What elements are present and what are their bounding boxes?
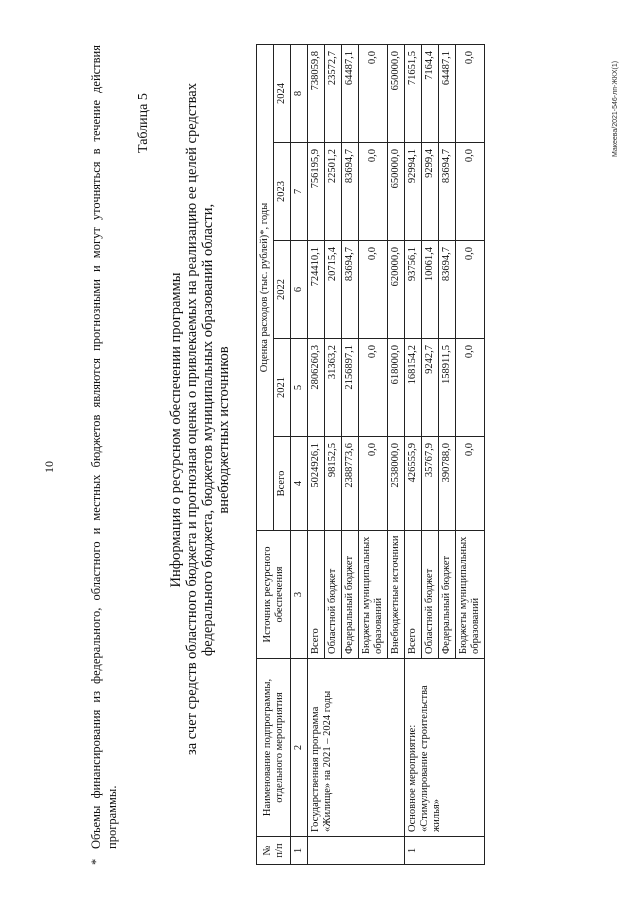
value-cell: 9299,4 (422, 143, 439, 241)
footnote (88, 45, 120, 865)
value-cell: 2538000,0 (388, 437, 405, 531)
value-cell: 168154,2 (405, 339, 422, 437)
value-cell: 650000,0 (388, 143, 405, 241)
value-cell: 618000,0 (388, 339, 405, 437)
value-cell: 64487,1 (439, 44, 456, 142)
header-year: 2023 (274, 143, 291, 241)
value-cell: 0,0 (359, 241, 388, 339)
source-cell: Федеральный бюджет (342, 531, 359, 659)
program-name: Государственная программа «Жилище» на 2021 – 2024 годы (308, 659, 405, 837)
document-stamp: Макеева/2021-546-лп-ЖКХ(1) (612, 60, 619, 157)
value-cell: 92994,1 (405, 143, 422, 241)
value-cell: 9242,7 (422, 339, 439, 437)
title-line: федерального бюджета, бюджетов муниципальных образований области, (200, 203, 216, 657)
table-label: Таблица 5 (136, 93, 151, 153)
value-cell: 93756,1 (405, 241, 422, 339)
source-cell: Всего (308, 531, 325, 659)
value-cell: 2156897,1 (342, 339, 359, 437)
table-row (308, 44, 325, 864)
value-cell: 390788,0 (439, 437, 456, 531)
value-cell: 98152,5 (325, 437, 342, 531)
header-source: Источник ресурсного обеспечения (257, 531, 291, 659)
value-cell: 650000,0 (388, 44, 405, 142)
index-cell: 6 (291, 241, 308, 339)
value-cell: 64487,1 (342, 44, 359, 142)
source-cell: Федеральный бюджет (439, 531, 456, 659)
value-cell: 0,0 (359, 339, 388, 437)
source-cell: Всего (405, 531, 422, 659)
index-cell: 8 (291, 44, 308, 142)
source-cell: Областной бюджет (325, 531, 342, 659)
index-cell: 4 (291, 437, 308, 531)
index-cell: 2 (291, 659, 308, 837)
title-line: Информация о ресурсном обеспечении программы (168, 272, 184, 588)
header-total: Всего (274, 437, 291, 531)
value-cell: 22501,2 (325, 143, 342, 241)
activity-name: Основное мероприятие: «Стимулирование строительства жилья» (405, 659, 485, 837)
source-cell: Областной бюджет (422, 531, 439, 659)
index-cell: 1 (291, 837, 308, 865)
index-row (291, 44, 308, 864)
resource-table (256, 44, 485, 865)
source-cell: Бюджеты муниципальных образований (359, 531, 388, 659)
value-cell: 83694,7 (439, 143, 456, 241)
header-name: Наименование подпрограммы, отдельного мероприятия (257, 659, 291, 837)
value-cell: 0,0 (456, 437, 485, 531)
value-cell: 0,0 (456, 339, 485, 437)
index-cell: 5 (291, 339, 308, 437)
row-num (308, 837, 405, 865)
value-cell: 756195,9 (308, 143, 325, 241)
value-cell: 724410,1 (308, 241, 325, 339)
value-cell: 20715,4 (325, 241, 342, 339)
index-cell: 7 (291, 143, 308, 241)
footnote-marker: * (89, 858, 103, 865)
value-cell: 0,0 (359, 437, 388, 531)
value-cell: 0,0 (456, 143, 485, 241)
value-cell: 83694,7 (342, 241, 359, 339)
source-cell: Бюджеты муниципальных образований (456, 531, 485, 659)
header-estimate: Оценка расходов (тыс. рублей)*, годы (257, 44, 274, 530)
value-cell: 158911,5 (439, 339, 456, 437)
value-cell: 10061,4 (422, 241, 439, 339)
header-year: 2022 (274, 241, 291, 339)
header-year: 2024 (274, 44, 291, 142)
table-row (405, 44, 422, 864)
value-cell: 7164,4 (422, 44, 439, 142)
value-cell: 83694,7 (439, 241, 456, 339)
value-cell: 2388773,6 (342, 437, 359, 531)
footnote-text: Объемы финансирования из федерального, областного и местных бюджетов являются прогнозными и могут уточняться в течение действия программы. (89, 45, 119, 849)
value-cell: 0,0 (456, 241, 485, 339)
table-title (168, 83, 232, 755)
header-row (257, 44, 274, 864)
title-line: внебюджетных источников (216, 346, 232, 514)
value-cell: 738059,8 (308, 44, 325, 142)
index-cell: 3 (291, 531, 308, 659)
header-year: 2021 (274, 339, 291, 437)
row-num: 1 (405, 837, 485, 865)
title-line: за счет средств областного бюджета и прогнозная оценка о привлекаемых на реализацию ее целей средствах (184, 83, 200, 755)
value-cell: 2806260,3 (308, 339, 325, 437)
value-cell: 0,0 (456, 44, 485, 142)
page-number: 10 (42, 461, 56, 473)
value-cell: 426555,9 (405, 437, 422, 531)
value-cell: 5024926,1 (308, 437, 325, 531)
source-cell: Внебюджетные источники (388, 531, 405, 659)
value-cell: 31363,2 (325, 339, 342, 437)
header-num: № п/п (257, 837, 291, 865)
value-cell: 83694,7 (342, 143, 359, 241)
value-cell: 0,0 (359, 143, 388, 241)
value-cell: 0,0 (359, 44, 388, 142)
value-cell: 620000,0 (388, 241, 405, 339)
value-cell: 35767,9 (422, 437, 439, 531)
value-cell: 71651,5 (405, 44, 422, 142)
value-cell: 23572,7 (325, 44, 342, 142)
